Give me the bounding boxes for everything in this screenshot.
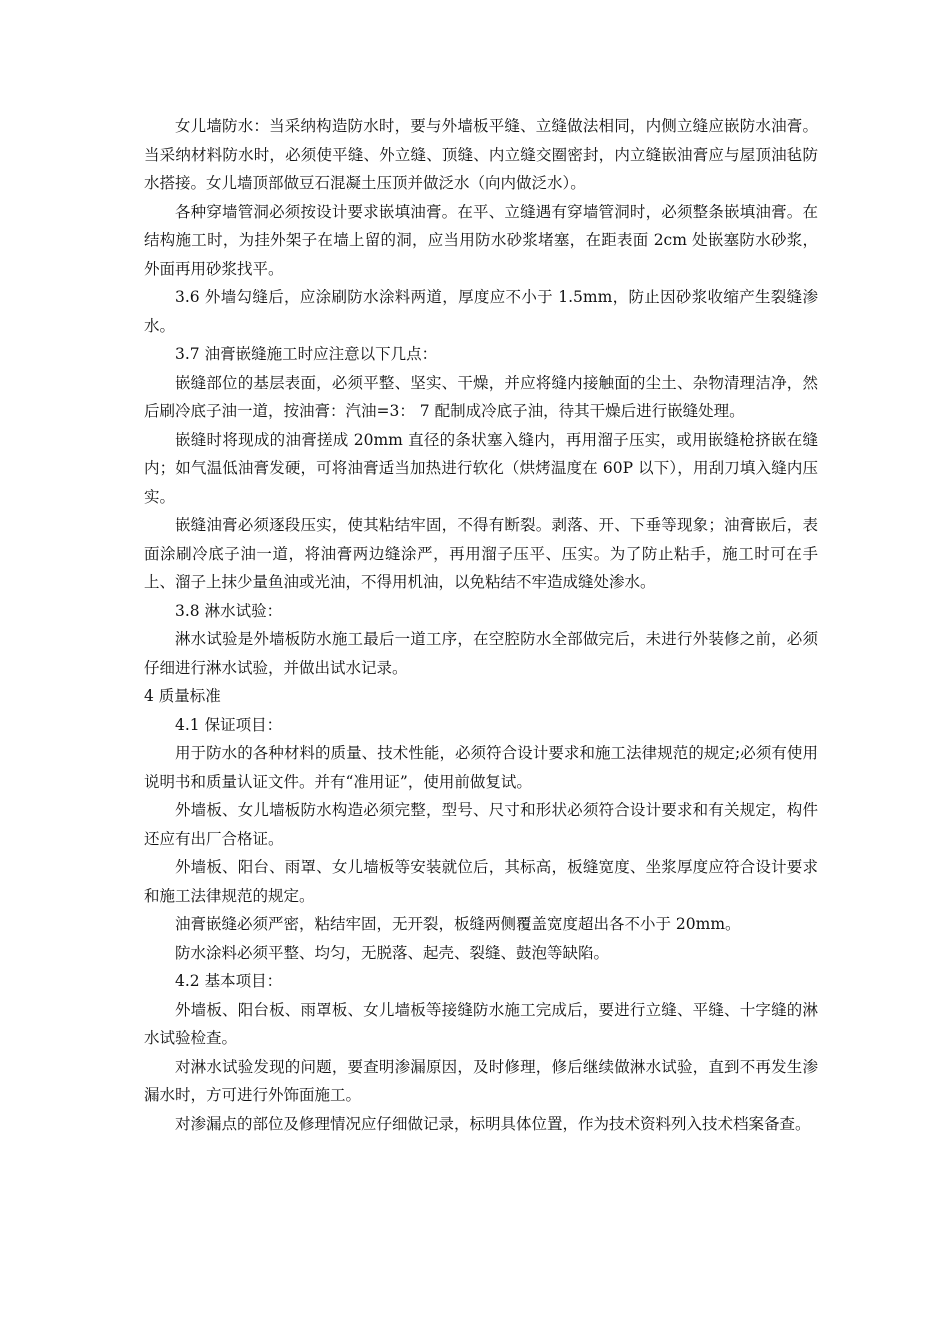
paragraph-caulking-compaction: 嵌缝油膏必须逐段压实，使其粘结牢固，不得有断裂。剥落、开、下垂等现象；油膏嵌后，表面涂刷冷底子油一道，将油膏两边缝涂严，再用溜子压平、压实。为了防止粘手，施工时可在手上、溜子上抹少量鱼油或光油，不得用机油，以免粘结不牢造成缝处渗水。 [144, 516, 818, 591]
paragraph-wall-pipe-holes: 各种穿墙管洞必须按设计要求嵌填油膏。在平、立缝遇有穿墙管洞时，必须整条嵌填油膏。在结构施工时，为挂外架子在墙上留的洞，应当用防水砂浆堵塞，在距表面 2cm 处嵌塞防水砂浆，外面再用砂浆找平。 [144, 202, 818, 278]
paragraph-3-6: 3.6 外墙勾缝后，应涂刷防水涂料两道，厚度应不小于 1.5mm，防止因砂浆收缩产生裂缝渗水。 [144, 288, 818, 335]
heading-3-7: 3.7 油膏嵌缝施工时应注意以下几点： [175, 345, 438, 363]
paragraph-installation: 外墙板、阳台、雨罩、女儿墙板等安装就位后，其标高，板缝宽度、坐浆厚度应符合设计要求和施工法律规范的规定。 [144, 858, 818, 905]
paragraph-spray-test: 淋水试验是外墙板防水施工最后一道工序，在空腔防水全部做完后，未进行外装修之前，必须仔细进行淋水试验，并做出试水记录。 [144, 630, 818, 677]
paragraph-materials-quality: 用于防水的各种材料的质量、技术性能，必须符合设计要求和施工法律规范的规定;必须有使用说明书和质量认证文件。并有“准用证”，使用前做复试。 [144, 744, 818, 791]
heading-4-2: 4.2 基本项目： [175, 972, 283, 990]
paragraph-caulking-tight: 油膏嵌缝必须严密，粘结牢固，无开裂，板缝两侧覆盖宽度超出各不小于 20mm。 [175, 915, 741, 933]
paragraph-parapet-waterproofing: 女儿墙防水：当采纳构造防水时，要与外墙板平缝、立缝做法相同，内侧立缝应嵌防水油膏。当采纳材料防水时，必须使平缝、外立缝、顶缝、内立缝交圈密封，内立缝嵌油膏应与屋顶油毡防水搭接。女儿墙顶部做豆石混凝土压顶并做泛水（向内做泛水）。 [144, 117, 818, 192]
paragraph-leak-repair: 对淋水试验发现的问题，要查明渗漏原因，及时修理，修后继续做淋水试验，直到不再发生渗漏水时，方可进行外饰面施工。 [144, 1057, 818, 1104]
paragraph-coating: 防水涂料必须平整、均匀，无脱落、起壳、裂缝、鼓泡等缺陷。 [175, 943, 610, 962]
paragraph-caulking-method: 嵌缝时将现成的油膏搓成 20mm 直径的条状塞入缝内，再用溜子压实，或用嵌缝枪挤嵌在缝内；如气温低油膏发硬，可将油膏适当加热进行软化（烘烤温度在 60P 以下），用刮刀填入缝内压实。 [144, 430, 818, 506]
document-body [144, 112, 818, 1138]
paragraph-base-surface: 嵌缝部位的基层表面，必须平整、坚实、干燥，并应将缝内接触面的尘土、杂物清理洁净，然后刷冷底子油一道，按油膏：汽油=3： 7 配制成冷底子油，待其干燥后进行嵌缝处理。 [144, 373, 818, 420]
paragraph-joint-inspection: 外墙板、阳台板、雨罩板、女儿墙板等接缝防水施工完成后，要进行立缝、平缝、十字缝的淋水试验检查。 [144, 1000, 818, 1047]
paragraph-panel-construction: 外墙板、女儿墙板防水构造必须完整，型号、尺寸和形状必须符合设计要求和有关规定，构件还应有出厂合格证。 [144, 801, 818, 848]
section-heading-4: 4 质量标准 [144, 687, 221, 705]
paragraph-records: 对渗漏点的部位及修理情况应仔细做记录，标明具体位置，作为技术资料列入技术档案备查。 [175, 1114, 811, 1133]
heading-3-8: 3.8 淋水试验： [175, 601, 283, 620]
heading-4-1: 4.1 保证项目： [175, 715, 283, 734]
